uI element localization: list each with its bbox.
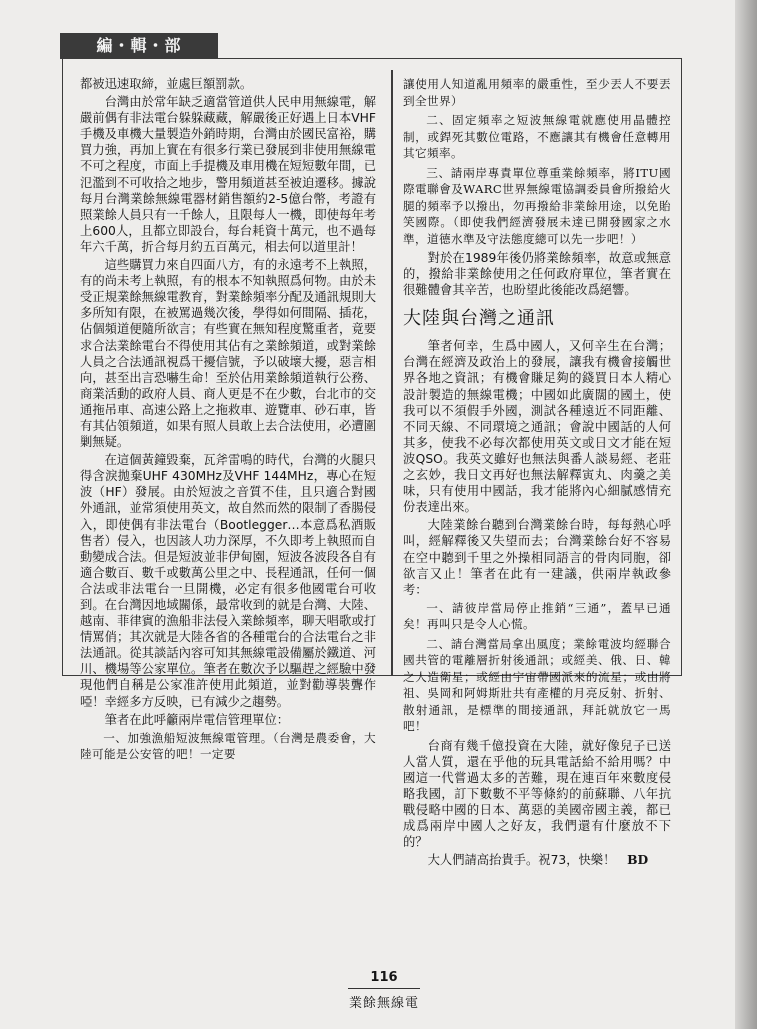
proposal-item: 二、請台灣當局拿出風度；業餘電波均經聯合國共管的電離層折射後通訊；或經美、俄、日、韓之人造衛星；或經由宇宙帶國派來的流星；或由將祖、吳岡和阿姆斯壯共有產權的月亮反射、折射、散射通訊，是標準的間接通訊，拜託就放它一馬吧！ [403,636,671,734]
paragraph: 台灣由於常年缺乏適當管道供人民申用無線電，解嚴前偶有非法電台躲躲藏藏，解嚴後正好遇上日本VHF手機及車機大量製造外銷時期，台灣由於國民富裕，購買力強，再加上實在有很多行業已發展到非使用無線電不可之程度，市面上手提機及車用機在短短數年間，已氾濫到不可收拾之地步，警用頻道甚至被迫遷移。據說每月台灣業餘無線電器材銷售額約2-5億台幣，考證有照業餘人員只有一千餘人，且限每人一機，即使每年考上600人，且都立即設台，每台耗資十萬元，也不過每年六千萬，折合每月約五百萬元，相去何以道里計！ [80,95,376,254]
paragraph: 這些購買力來自四面八方，有的永遠考不上執照，有的尚未考上執照，有的根本不知執照爲何物。由於未受正規業餘無線電教育，對業餘頻率分配及通訊規則大多所知有限，在被罵過幾次後，學得如何間隔、插花，佔個頻道便隨所欲言；有些實在無知程度驚重者，竟要求合法業餘電台不得使用其佔有之業餘頻道，或對業餘人員之合法通訊視爲干擾信號，予以破壞大擾，惡言相向，甚至出言恐嚇生命！至於佔用業餘頻道執行公務、商業活動的政府人員、商人更是不在少數，台北市的交通拖吊車、高速公路上之拖救車、遊覽車、砂石車，皆有其佔領頻道，如果有照人員敢上去合法使用，必遭圍剿無疑。 [80,258,376,450]
appeal-item: 二、固定頻率之短波無線電就應使用晶體控制，或銲死其數位電路，不應讓其有機會任意轉用其它頻率。 [403,113,671,160]
appeal-item: 讓使用人知道亂用頻率的嚴重性，至少丟人不要丟到全世界） [403,77,671,108]
author-signature: BD [627,852,649,868]
appeal-item: 三、請兩岸專責單位尊重業餘頻率，將ITU國際電聯會及WARC世界無線電協調委員會所撥給火腿的頻率予以撥出，勿再撥給非業餘用途，以免貽笑國際。（即使我們經濟發展未達已開發國家之水準，道德水準及守法態度總可以先一步吧！） [403,165,671,246]
section-header: 編・輯・部 [60,33,218,59]
left-column [80,76,376,762]
paragraph: 台商有幾千億投資在大陸，就好像兒子已送人當人質，還在乎他的玩具電話給不給用嗎？中國這一代嘗過太多的苦難，現在連百年來數度侵略我國，訂下數數不平等條約的前蘇聯、八年抗戰侵略中國的日本、萬惡的美國帝國主義，都已成爲兩岸中國人之好友，我們還有什麼放不下的？ [403,738,671,850]
magazine-name: 業餘無線電 [348,996,419,1011]
closing-text: 大人們請高抬貴手。祝73，快樂！ [427,853,616,868]
proposal-item: 一、請彼岸當局停止推銷“三通”，蓋早已通矣！再叫只是令人心慌。 [403,600,671,632]
right-column [403,76,671,868]
footer-rule [348,988,420,989]
page-number: 116 [370,970,398,985]
page-edge-shadow [735,0,757,1029]
appeal-item: 一、加強漁船短波無線電管理。（台灣是農委會，大陸可能是公安管的吧！一定要 [80,730,376,762]
column-divider [391,70,393,676]
paragraph: 都被迅速取締，並處巨額罰款。 [80,77,253,91]
section-title: 大陸與台灣之通訊 [403,308,555,330]
paragraph: 大陸業餘台聽到台灣業餘台時，每每熱心呼叫，經解釋後又失望而去；台灣業餘台好不容易在空中聽到千里之外操相同語言的骨肉同胞，卻欲言又止！筆者在此有一建議，供兩岸執政參考： [403,518,671,597]
paragraph: 筆者在此呼籲兩岸電信管理單位： [104,712,290,727]
paragraph: 對於在1989年後仍將業餘頻率，故意或無意的，撥給非業餘使用之任何政府單位，筆者實在很難體會其辛苦，也盼望此後能改爲絕響。 [403,251,671,298]
paragraph: 在這個黃鐘毀棄，瓦斧雷鳴的時代，台灣的火腿只得含淚拋棄UHF 430MHz及VHF 144MHz，專心在短波（HF）發展。由於短波之音質不佳，且只適合對國外通訊，並常須使用英文，故自然而然的限制了香腸侵入，即使偶有非法電台（Bootlegger…本意爲私酒販售者）侵入，也因該人功力深厚，不久即考上執照而自動變成合法。但是短波並非伊甸園，短波各波段各自有適合數百、數千或數萬公里之中、長程通訊，任何一個合法或非法電台一旦開機，必定有很多他國電台可收到。在台灣因地域關係，最常收到的就是台灣、大陸、越南、菲律賓的漁船非法侵入業餘頻率，聊天唱歌或打情罵俏；其次就是大陸各省的各種電台的合法電台之非法通訊。從其談話內容可知其無線電設備屬於鐵道、河川、機場等公家單位。筆者在數次予以驅趕之經驗中發現他們自稱是公家准許使用此頻道，並對勸導裝聾作啞！幸經多方反映，已有減少之趨勢。 [80,453,376,709]
paragraph: 筆者何幸，生爲中國人，又何辛生在台灣；台灣在經濟及政治上的發展，讓我有機會接觸世界各地之資訊；有機會賺足夠的錢買日本人精心設計製造的無線電機；中國如此廣闊的國土，使我可以不須假手外國，測試各種遠近不同距離、不同天線、不同環境之通訊；會說中國話的人何其多，使我不必每次都使用英文或日文才能在短波QSO。我英文雖好也無法與番人談易經、老莊之玄妙，我日文再好也無法解釋寅丸、肉羹之美味，只有使用中國話，我才能將內心細膩感情充份表達出來。 [403,339,671,515]
closing-line [403,852,671,868]
